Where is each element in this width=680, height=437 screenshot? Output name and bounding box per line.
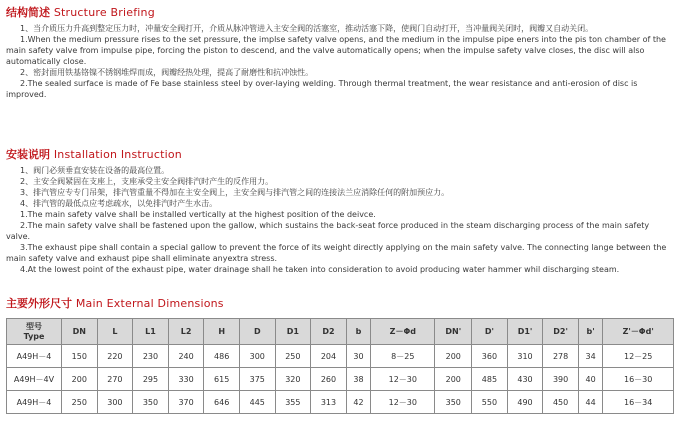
installation-body	[6, 165, 674, 275]
type-cell: A49H－4	[7, 391, 62, 414]
table-cell: 300	[97, 391, 133, 414]
table-cell: 646	[204, 391, 240, 414]
column-header: L1	[133, 319, 169, 345]
table-cell: 240	[168, 345, 204, 368]
installation-paragraph: 3.The exhaust pipe shall contain a special gallow to prevent the force of its weight directly applying on the main safety valve. The connecting lange between the main safety valve and exhaust pipe shall eliminate anyextra stress.	[6, 243, 667, 263]
table-cell: 44	[578, 391, 602, 414]
dimensions-heading-en: Main External Dimensions	[75, 297, 224, 310]
installation-paragraph: 4.At the lowest point of the exhaust pipe, water drainage shall he taken into consideration to avoid producing water hammer whil discharging steam.	[20, 265, 620, 274]
table-cell: 330	[168, 368, 204, 391]
structure-paragraph: 1.When the medium pressure rises to the set pressure, the implse safety valve opens, and the medium in the impulse pipe eners into the pis ton chamber of the main safety valve from impulse pipe, forcing the piston to descend, and the valve automatically opens; when the impulse safety valve closes, the disc will also automatically close.	[6, 35, 666, 66]
dimensions-heading	[6, 297, 224, 311]
table-cell: 16－30	[603, 368, 674, 391]
table-cell: 490	[507, 391, 543, 414]
column-header: L	[97, 319, 133, 345]
column-header: D'	[472, 319, 508, 345]
column-header: L2	[168, 319, 204, 345]
type-header-cn: 型号	[26, 321, 42, 331]
installation-paragraph: 1.The main safety valve shall be installed vertically at the highest position of the deivce.	[20, 210, 376, 219]
table-cell: 486	[204, 345, 240, 368]
installation-paragraph: 4、排汽管的最低点应考虑疏水，以免排汽时产生水击。	[20, 199, 218, 208]
table-cell: 30	[346, 345, 370, 368]
table-cell: 200	[435, 368, 472, 391]
table-cell: 200	[62, 368, 98, 391]
structure-paragraph: 2、密封面用铁基铬镍不锈钢堆焊而成，阀瓣经热处理，提高了耐磨性和抗冲蚀性。	[20, 68, 314, 77]
table-cell: 550	[472, 391, 508, 414]
table-row	[7, 345, 674, 368]
table-cell: 220	[97, 345, 133, 368]
table-cell: 485	[472, 368, 508, 391]
installation-paragraph: 3、排汽管应专专门吊架，排汽管重量不得加在主安全阀上，主安全阀与排汽管之间的连接法兰应消除任何的附加预应力。	[20, 188, 450, 197]
column-header: D1'	[507, 319, 543, 345]
table-cell: 12－30	[371, 368, 435, 391]
installation-paragraph: 2.The main safety valve shall be fastened upon the gallow, which sustains the back-seat force produced in the steam discharging process of the main safety valve.	[6, 221, 650, 241]
installation-heading-cn: 安装说明	[6, 148, 50, 161]
column-header: Z'－Φd'	[603, 319, 674, 345]
type-header-en: Type	[23, 331, 45, 341]
table-cell: 250	[62, 391, 98, 414]
table-cell: 250	[275, 345, 311, 368]
table-row	[7, 391, 674, 414]
table-cell: 300	[239, 345, 275, 368]
table-cell: 200	[435, 345, 472, 368]
table-cell: 450	[543, 391, 579, 414]
installation-paragraph: 1、阀门必须垂直安装在设备的最高位置。	[20, 166, 170, 175]
table-cell: 370	[168, 391, 204, 414]
table-cell: 260	[311, 368, 347, 391]
table-cell: 230	[133, 345, 169, 368]
table-header-row	[7, 319, 674, 345]
table-row	[7, 368, 674, 391]
table-cell: 295	[133, 368, 169, 391]
table-cell: 445	[239, 391, 275, 414]
column-header: DN	[62, 319, 98, 345]
table-cell: 40	[578, 368, 602, 391]
table-cell: 355	[275, 391, 311, 414]
column-header: Z－Φd	[371, 319, 435, 345]
column-header: D1	[275, 319, 311, 345]
table-cell: 430	[507, 368, 543, 391]
table-cell: 390	[543, 368, 579, 391]
column-header: D2'	[543, 319, 579, 345]
table-cell: 320	[275, 368, 311, 391]
table-cell: 350	[133, 391, 169, 414]
table-cell: 204	[311, 345, 347, 368]
type-column-header	[7, 319, 62, 345]
installation-heading-en: Installation Instruction	[53, 148, 182, 161]
table-cell: 34	[578, 345, 602, 368]
column-header: D2	[311, 319, 347, 345]
table-cell: 270	[97, 368, 133, 391]
table-cell: 8－25	[371, 345, 435, 368]
column-header: DN'	[435, 319, 472, 345]
table-cell: 375	[239, 368, 275, 391]
table-cell: 615	[204, 368, 240, 391]
table-cell: 360	[472, 345, 508, 368]
column-header: b'	[578, 319, 602, 345]
structure-heading-en: Structure Briefing	[53, 6, 155, 19]
type-cell: A49H－4V	[7, 368, 62, 391]
structure-paragraph: 2.The sealed surface is made of Fe base stainless steel by over-laying welding. Through thermal treatment, the wear resistance and anti-erosion of disc is improved.	[6, 79, 638, 99]
table-cell: 12－25	[603, 345, 674, 368]
structure-body	[6, 23, 674, 100]
structure-paragraph: 1、当介质压力升高到整定压力时，冲量安全阀打开，介质从脉冲管进入主安全阀的活塞室，推动活塞下降，使阀门自动打开，当冲量阀关闭时，阀瓣又自动关闭。	[20, 24, 594, 33]
installation-heading	[6, 148, 182, 162]
dimensions-table	[6, 318, 674, 414]
dimensions-heading-cn: 主要外形尺寸	[6, 297, 72, 310]
table-cell: 16－34	[603, 391, 674, 414]
type-cell: A49H－4	[7, 345, 62, 368]
column-header: H	[204, 319, 240, 345]
table-cell: 150	[62, 345, 98, 368]
table-cell: 313	[311, 391, 347, 414]
column-header: b	[346, 319, 370, 345]
installation-paragraph: 2、主安全阀紧固在支座上，支座承受主安全阀排汽时产生的反作用力。	[20, 177, 274, 186]
table-cell: 350	[435, 391, 472, 414]
column-header: D	[239, 319, 275, 345]
table-cell: 12－30	[371, 391, 435, 414]
table-cell: 42	[346, 391, 370, 414]
table-cell: 310	[507, 345, 543, 368]
structure-heading-cn: 结构简述	[6, 6, 50, 19]
table-cell: 38	[346, 368, 370, 391]
table-cell: 278	[543, 345, 579, 368]
structure-heading	[6, 6, 155, 20]
